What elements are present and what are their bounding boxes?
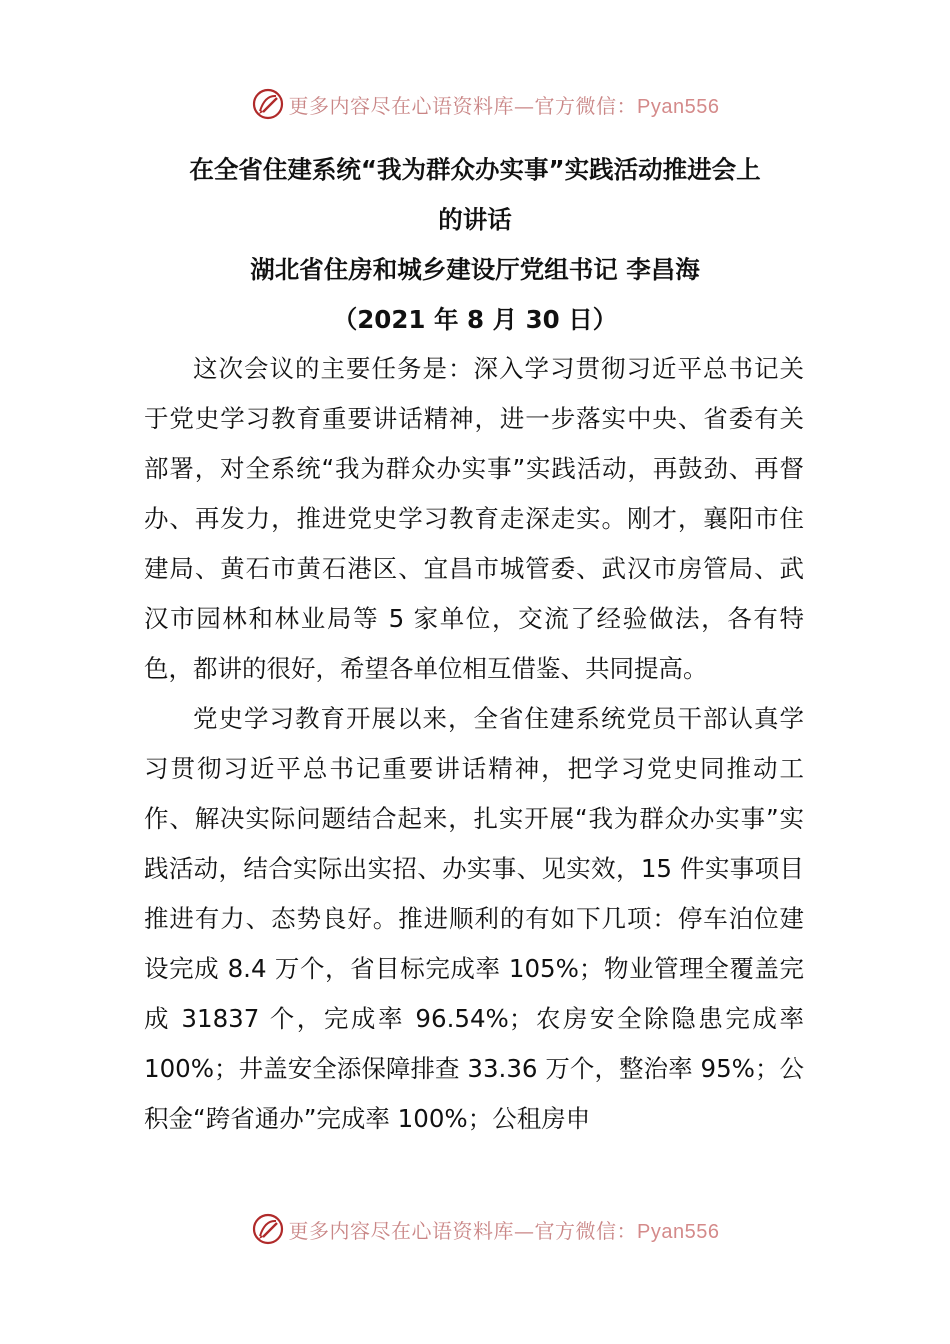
footer-watermark [0, 1209, 950, 1249]
watermark-slogan: 更多内容尽在心语资料库—官方微信： [288, 1218, 638, 1243]
watermark-text [289, 1215, 720, 1244]
date-line: （2021 年 8 月 30 日） [332, 305, 618, 334]
watermark-slogan: 更多内容尽在心语资料库—官方微信： [288, 93, 638, 118]
pen-logo-icon [251, 87, 285, 121]
document-title-line-1: 在全省住建系统“我为群众办实事”实践活动推进会上 [189, 155, 761, 184]
watermark-text [289, 90, 720, 119]
watermark-wechat-id: Pyan556 [637, 1220, 720, 1243]
document-title-line-2: 的讲话 [438, 205, 512, 234]
paragraph-2: 党史学习教育开展以来，全省住建系统党员干部认真学习贯彻习近平总书记重要讲话精神，把学习党史同推动工作、解决实际问题结合起来，扎实开展“我为群众办实事”实践活动，结合实际出实招、办实事、见实效，15 件实事项目推进有力、态势良好。推进顺利的有如下几项：停车泊位建设完成 8.4 万个，省目标完成率 105%；物业管理全覆盖完成 31837 个，完成率 96.54%；农房安全除隐患完成率 100%；井盖安全添保障排查 33.36 万个，整治率 95%；公积金“跨省通办”完成率 100%；公租房申 [144, 704, 804, 1133]
header-watermark [0, 84, 950, 124]
paragraph-1: 这次会议的主要任务是：深入学习贯彻习近平总书记关于党史学习教育重要讲话精神，进一步落实中央、省委有关部署，对全系统“我为群众办实事”实践活动，再鼓劲、再督办、再发力，推进党史学习教育走深走实。刚才，襄阳市住建局、黄石市黄石港区、宜昌市城管委、武汉市房管局、武汉市园林和林业局等 5 家单位，交流了经验做法，各有特色，都讲的很好，希望各单位相互借鉴、共同提高。 [144, 354, 804, 683]
speaker-line: 湖北省住房和城乡建设厅党组书记 李昌海 [250, 255, 700, 284]
pen-logo-icon [251, 1212, 285, 1246]
watermark-wechat-id: Pyan556 [637, 95, 720, 118]
document-body [144, 344, 804, 1144]
